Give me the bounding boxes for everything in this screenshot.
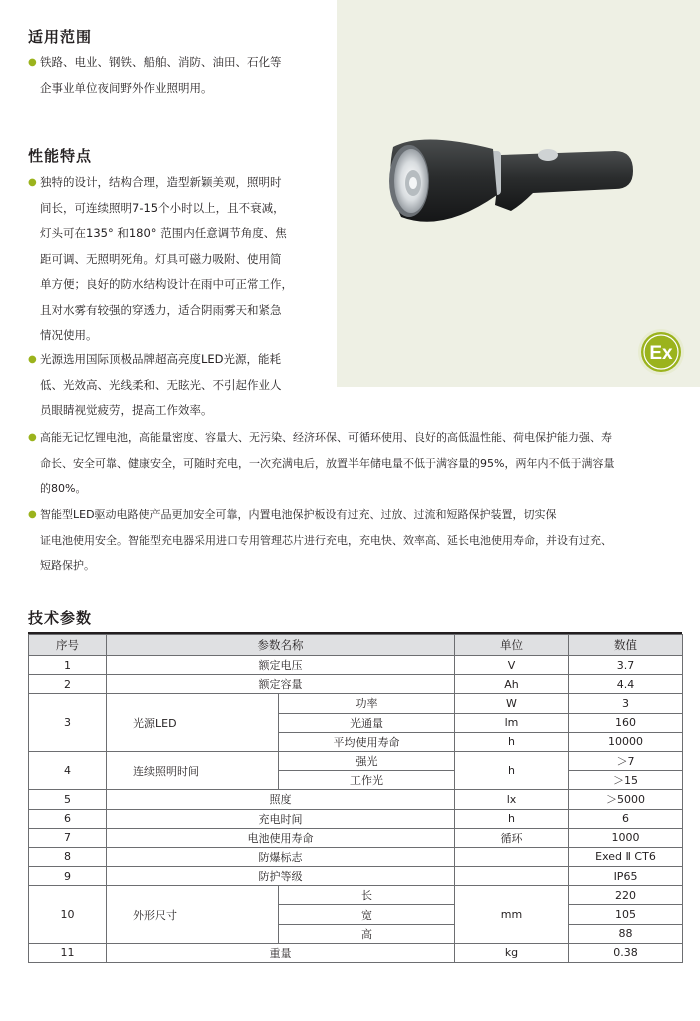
scope-item — [28, 50, 328, 101]
table-row — [29, 675, 683, 694]
cell-param: 宽 — [279, 905, 455, 924]
cell-param: 防护等级 — [107, 867, 455, 886]
table-row — [29, 751, 683, 770]
cell-param: 充电时间 — [107, 809, 455, 828]
cell-unit — [455, 867, 569, 886]
cell-no: 1 — [29, 656, 107, 675]
cell-param: 重量 — [107, 943, 455, 962]
scope-text: 铁路、电业、钢铁、船舶、消防、油田、石化等 企事业单位夜间野外作业照明用。 — [40, 55, 282, 95]
cell-no: 6 — [29, 809, 107, 828]
cell-value: 4.4 — [569, 675, 683, 694]
cell-no: 9 — [29, 867, 107, 886]
cell-unit: mm — [455, 886, 569, 944]
cell-value: 1000 — [569, 828, 683, 847]
cell-unit: V — [455, 656, 569, 675]
cell-param: 电池使用寿命 — [107, 828, 455, 847]
cell-value: 3.7 — [569, 656, 683, 675]
feature-text: 智能型LED驱动电路使产品更加安全可靠，内置电池保护板设有过充、过放、过流和短路保护装置，切实保 证电池使用安全。智能型充电器采用进口专用管理芯片进行充电，充电快、效率高、延长电池使用寿命，并设有过充、 短路保护。 — [40, 508, 612, 572]
feature-item — [28, 347, 328, 424]
cell-param: 照度 — [107, 790, 455, 809]
header-cell: 单位 — [455, 635, 569, 656]
explosion-proof-badge — [636, 327, 686, 377]
cell-no: 10 — [29, 886, 107, 944]
cell-value: Exed Ⅱ CT6 — [569, 847, 683, 866]
cell-no: 2 — [29, 675, 107, 694]
cell-unit: 循环 — [455, 828, 569, 847]
badge-text: Ex — [649, 343, 673, 364]
cell-param: 高 — [279, 924, 455, 943]
feature-text: 独特的设计，结构合理，造型新颖美观，照明时 间长，可连续照明7-15个小时以上，且不衰减， 灯头可在135° 和180° 范围内任意调节角度、焦 距可调、无照明死角。灯具可磁力吸附、使用简 单方便；良好的防水结构设计在雨中可正常工作， 且对水雾有较强的穿透力，适合阴雨雾天和紧急 情况使用。 — [40, 175, 293, 342]
cell-value: IP65 — [569, 867, 683, 886]
cell-unit — [455, 847, 569, 866]
cell-param: 功率 — [279, 694, 455, 713]
cell-param: 工作光 — [279, 771, 455, 790]
table-row — [29, 790, 683, 809]
cell-unit: W — [455, 694, 569, 713]
feature-item — [28, 170, 328, 349]
cell-value: 88 — [569, 924, 683, 943]
table-row — [29, 656, 683, 675]
feature-text: 高能无记忆锂电池，高能量密度、容量大、无污染、经济环保、可循环使用、良好的高低温性能、荷电保护能力强、寿 命长、安全可靠、健康安全，可随时充电，一次充满电后，放置半年储电量不低于满容量的95%，两年内不低于满容量 的80%。 — [40, 431, 615, 495]
cell-unit: Ah — [455, 675, 569, 694]
table-row — [29, 867, 683, 886]
flashlight-image — [383, 125, 643, 225]
bullet-icon: ● — [28, 432, 37, 443]
bullet-icon: ● — [28, 354, 37, 365]
feature-text: 光源选用国际顶极品牌超高亮度LED光源，能耗 低、光效高、光线柔和、无眩光、不引起作业人 员眼睛视觉疲劳，提高工作效率。 — [40, 352, 282, 417]
table-row — [29, 886, 683, 905]
cell-param: 长 — [279, 886, 455, 905]
table-row — [29, 943, 683, 962]
header-cell: 数值 — [569, 635, 683, 656]
cell-unit: h — [455, 732, 569, 751]
cell-value: 105 — [569, 905, 683, 924]
header-cell: 序号 — [29, 635, 107, 656]
bullet-icon: ● — [28, 177, 37, 188]
table-row — [29, 847, 683, 866]
table-row — [29, 828, 683, 847]
cell-value: 160 — [569, 713, 683, 732]
cell-param: 额定容量 — [107, 675, 455, 694]
cell-value: 220 — [569, 886, 683, 905]
cell-value: ＞5000 — [569, 790, 683, 809]
cell-unit: lx — [455, 790, 569, 809]
feature-item — [28, 425, 693, 502]
cell-value: ＞15 — [569, 771, 683, 790]
cell-param: 平均使用寿命 — [279, 732, 455, 751]
table-row — [29, 809, 683, 828]
cell-group: 连续照明时间 — [107, 751, 279, 789]
cell-value: 3 — [569, 694, 683, 713]
specs-heading: 技术参数 — [28, 609, 93, 627]
table-header-row — [29, 635, 683, 656]
cell-value: 0.38 — [569, 943, 683, 962]
feature-item — [28, 502, 693, 579]
cell-value: 6 — [569, 809, 683, 828]
cell-value: ＞7 — [569, 751, 683, 770]
cell-value: 10000 — [569, 732, 683, 751]
cell-group: 光源LED — [107, 694, 279, 752]
cell-no: 5 — [29, 790, 107, 809]
header-cell: 参数名称 — [107, 635, 455, 656]
scope-heading: 适用范围 — [28, 28, 93, 46]
spec-table — [28, 634, 683, 963]
cell-unit: kg — [455, 943, 569, 962]
table-row — [29, 694, 683, 713]
cell-param: 防爆标志 — [107, 847, 455, 866]
cell-param: 强光 — [279, 751, 455, 770]
cell-no: 8 — [29, 847, 107, 866]
cell-no: 7 — [29, 828, 107, 847]
cell-param: 额定电压 — [107, 656, 455, 675]
bullet-icon: ● — [28, 509, 37, 520]
cell-no: 3 — [29, 694, 107, 752]
cell-group: 外形尺寸 — [107, 886, 279, 944]
cell-unit: lm — [455, 713, 569, 732]
cell-no: 4 — [29, 751, 107, 789]
cell-unit: h — [455, 809, 569, 828]
cell-unit: h — [455, 751, 569, 789]
bullet-icon: ● — [28, 57, 37, 68]
cell-no: 11 — [29, 943, 107, 962]
cell-param: 光通量 — [279, 713, 455, 732]
features-heading: 性能特点 — [28, 147, 93, 165]
